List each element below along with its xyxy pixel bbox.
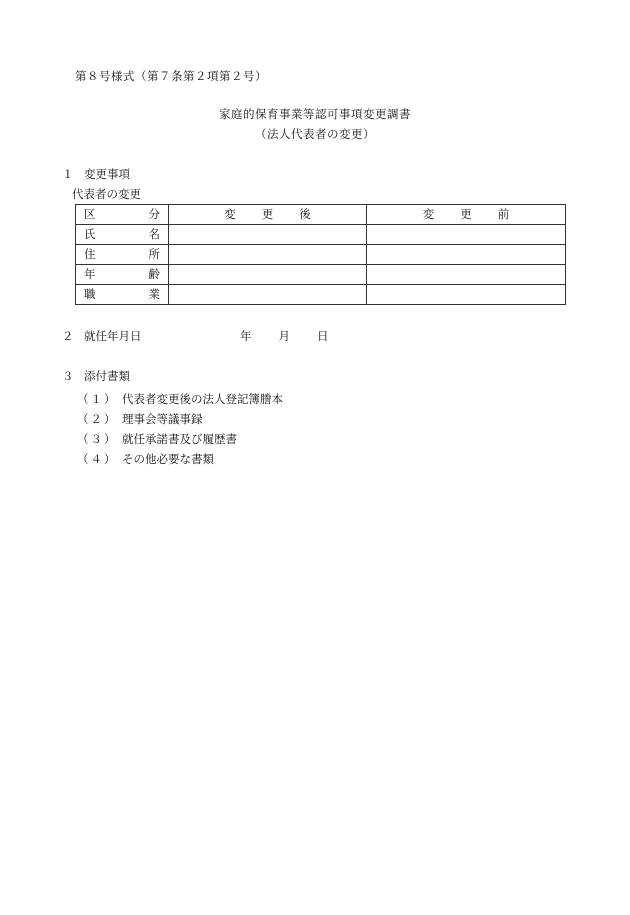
table-row-name bbox=[76, 225, 566, 245]
row-label-cell bbox=[76, 285, 169, 305]
list-item-text: 就任承諾書及び履歴書 bbox=[122, 432, 237, 446]
table-header-row bbox=[76, 205, 566, 225]
list-item-text: 理事会等議事録 bbox=[122, 412, 203, 426]
list-item-text: 代表者変更後の法人登記簿謄本 bbox=[122, 392, 283, 406]
section2-title: 就任年月日 bbox=[84, 329, 142, 343]
row-label-left: 氏 bbox=[84, 226, 96, 241]
table-row-address bbox=[76, 245, 566, 265]
row-label-cell bbox=[76, 225, 169, 245]
row-label-right: 業 bbox=[148, 286, 160, 301]
day-label: 日 bbox=[317, 329, 329, 343]
section3-title: 添付書類 bbox=[84, 369, 130, 383]
row-label-right: 所 bbox=[148, 246, 160, 261]
appointment-date bbox=[240, 330, 329, 344]
row-label-right: 齢 bbox=[148, 266, 160, 281]
header-category-left: 区 bbox=[84, 206, 96, 221]
section1-number: １ bbox=[62, 167, 74, 181]
row-label-cell bbox=[76, 265, 169, 285]
row-label-right: 名 bbox=[148, 226, 160, 241]
row-label-cell bbox=[76, 245, 169, 265]
change-table bbox=[75, 204, 566, 305]
section2-number: ２ bbox=[62, 329, 74, 343]
occupation-after-field[interactable] bbox=[169, 285, 367, 305]
section1-subheading: 代表者の変更 bbox=[72, 187, 141, 201]
list-item-number: （２） bbox=[77, 412, 118, 426]
header-before-char: 前 bbox=[497, 206, 510, 221]
list-item bbox=[77, 429, 283, 449]
list-item-text: その他必要な書類 bbox=[122, 452, 214, 466]
address-before-field[interactable] bbox=[367, 245, 566, 265]
list-item bbox=[77, 449, 283, 469]
name-after-field[interactable] bbox=[169, 225, 367, 245]
section3-number: ３ bbox=[62, 369, 74, 383]
document-subtitle: （法人代表者の変更） bbox=[255, 127, 375, 141]
year-label: 年 bbox=[240, 329, 252, 343]
header-before-char: 更 bbox=[460, 206, 472, 221]
header-before-char: 変 bbox=[422, 206, 435, 221]
list-item bbox=[77, 409, 283, 429]
row-label-left: 職 bbox=[84, 286, 96, 301]
header-category-right: 分 bbox=[148, 206, 160, 221]
attachment-list bbox=[77, 389, 283, 469]
row-label-left: 年 bbox=[84, 266, 96, 281]
section1-heading bbox=[62, 168, 130, 182]
list-item bbox=[77, 389, 283, 409]
header-after-char: 変 bbox=[224, 206, 236, 221]
header-after-char: 後 bbox=[299, 206, 311, 221]
section1-title: 変更事項 bbox=[84, 167, 130, 181]
form-number: 第８号様式（第７条第２項第２号） bbox=[75, 69, 267, 83]
table-row-occupation bbox=[76, 285, 566, 305]
section2-heading bbox=[62, 330, 142, 344]
header-after-char: 更 bbox=[261, 206, 274, 221]
occupation-before-field[interactable] bbox=[367, 285, 566, 305]
month-label: 月 bbox=[278, 329, 290, 343]
age-after-field[interactable] bbox=[169, 265, 367, 285]
header-before-cell bbox=[367, 205, 566, 225]
document-title: 家庭的保育事業等認可事項変更調書 bbox=[219, 107, 411, 121]
section3-heading bbox=[62, 370, 130, 384]
list-item-number: （４） bbox=[77, 452, 118, 466]
header-after-cell bbox=[169, 205, 367, 225]
address-after-field[interactable] bbox=[169, 245, 367, 265]
row-label-left: 住 bbox=[84, 246, 96, 261]
list-item-number: （１） bbox=[77, 392, 118, 406]
list-item-number: （３） bbox=[77, 432, 118, 446]
name-before-field[interactable] bbox=[367, 225, 566, 245]
table-row-age bbox=[76, 265, 566, 285]
age-before-field[interactable] bbox=[367, 265, 566, 285]
header-category-cell bbox=[76, 205, 169, 225]
